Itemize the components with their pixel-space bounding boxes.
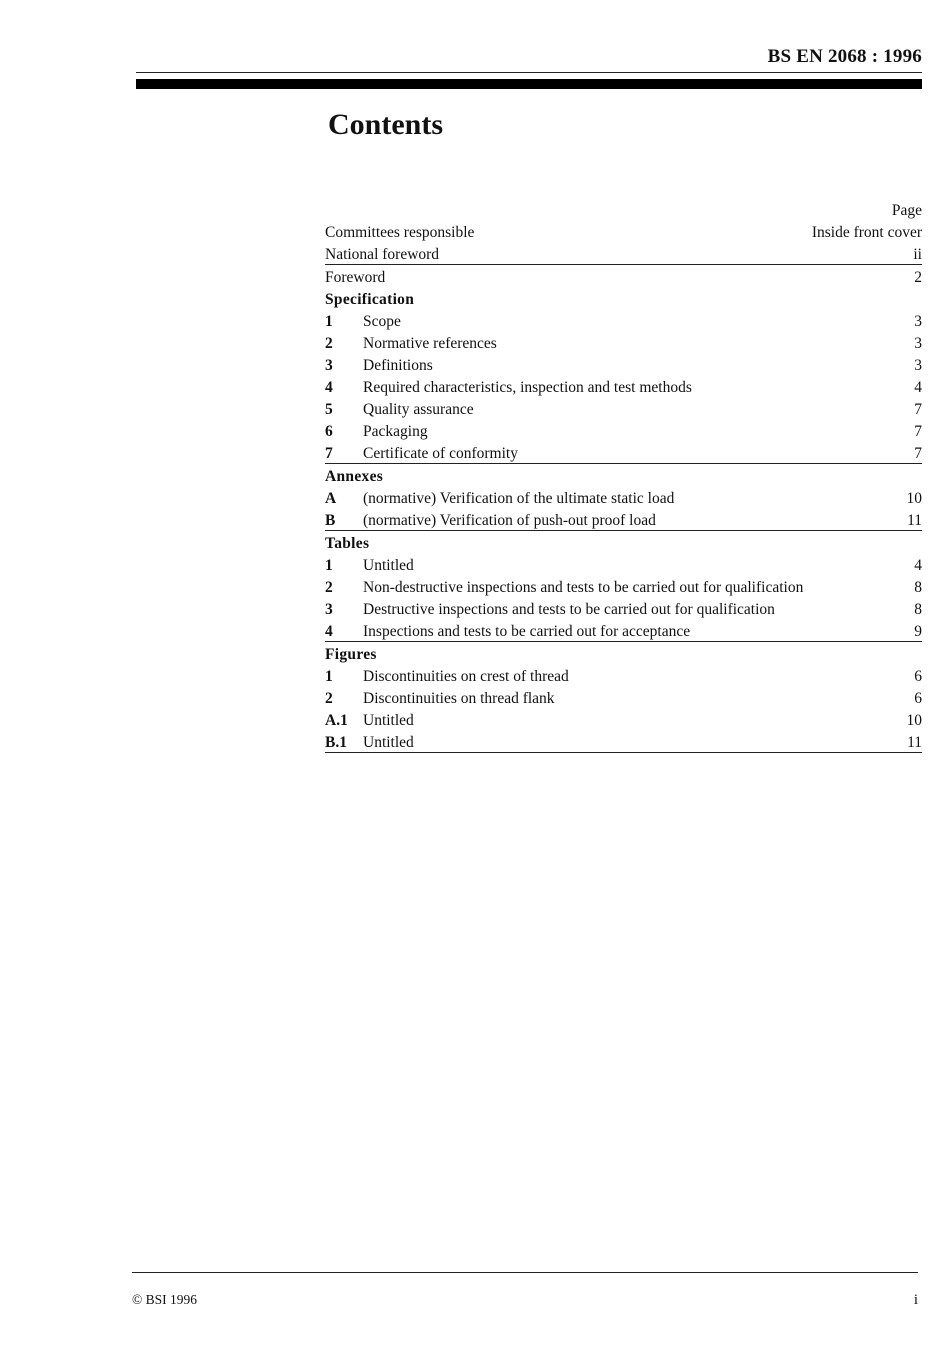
toc-entry[interactable] bbox=[325, 597, 922, 619]
toc-entry[interactable] bbox=[325, 309, 922, 331]
toc-entry-label: Scope bbox=[363, 313, 401, 330]
section-heading-label: Annexes bbox=[325, 468, 384, 485]
toc-entry-number: 1 bbox=[325, 557, 333, 574]
toc-entry-page: 6 bbox=[914, 668, 922, 685]
toc-entry-number: 2 bbox=[325, 335, 333, 352]
toc-entry-page: 10 bbox=[906, 490, 922, 507]
toc-entry[interactable] bbox=[325, 553, 922, 575]
toc-entry-page: 4 bbox=[914, 557, 922, 574]
toc-entry-page: 7 bbox=[914, 445, 922, 462]
toc-entry[interactable] bbox=[325, 419, 922, 441]
toc-entry-number: A bbox=[325, 490, 337, 507]
toc-entry-number: 1 bbox=[325, 668, 333, 685]
toc-entry-page: 3 bbox=[914, 357, 922, 374]
toc-entry-page: 4 bbox=[914, 379, 922, 396]
toc-entry-number: 3 bbox=[325, 357, 333, 374]
toc-entry-label: Untitled bbox=[363, 712, 414, 729]
toc-entry-label: Committees responsible bbox=[325, 224, 475, 241]
page-number: i bbox=[913, 1292, 918, 1308]
toc-entry[interactable] bbox=[325, 664, 922, 686]
toc-entry-number: 2 bbox=[325, 579, 333, 596]
page-title: Contents bbox=[328, 108, 444, 141]
toc-entry-number: 1 bbox=[325, 313, 333, 330]
toc-entry-label: Quality assurance bbox=[363, 401, 474, 418]
page-column-header bbox=[325, 198, 922, 220]
toc-entry-label: Foreword bbox=[325, 269, 386, 286]
toc-entry-label: Discontinuities on crest of thread bbox=[363, 668, 569, 685]
toc-entry-page: 6 bbox=[914, 690, 922, 707]
toc-entry-label: Certificate of conformity bbox=[363, 445, 518, 462]
toc-entry-number: 6 bbox=[325, 423, 333, 440]
toc-entry-label: Destructive inspections and tests to be carried out for qualification bbox=[363, 601, 775, 618]
footer-rule bbox=[132, 1272, 918, 1273]
toc-entry[interactable] bbox=[325, 708, 922, 730]
section-heading-label: Tables bbox=[325, 535, 370, 552]
toc-entry[interactable] bbox=[325, 619, 922, 642]
toc-entry-number: 4 bbox=[325, 623, 333, 640]
toc-entry-national-foreword[interactable] bbox=[325, 242, 922, 265]
toc-entry-page: 3 bbox=[914, 335, 922, 352]
section-heading-specification bbox=[325, 287, 922, 309]
toc-entry-page: 8 bbox=[914, 601, 922, 618]
toc-entry-label: Definitions bbox=[363, 357, 433, 374]
section-heading-annexes bbox=[325, 464, 922, 486]
toc-entry-page: 2 bbox=[914, 269, 922, 286]
section-heading-tables bbox=[325, 531, 922, 553]
header-rule-thick bbox=[136, 79, 922, 89]
toc-entry[interactable] bbox=[325, 375, 922, 397]
section-heading-figures bbox=[325, 642, 922, 664]
toc-entry-page: 8 bbox=[914, 579, 922, 596]
toc-entry[interactable] bbox=[325, 486, 922, 508]
toc-entry-number: 7 bbox=[325, 445, 333, 462]
toc-entry-label: National foreword bbox=[325, 246, 440, 263]
toc-entry[interactable] bbox=[325, 331, 922, 353]
standard-identifier: BS EN 2068 : 1996 bbox=[767, 46, 922, 67]
section-heading-label: Figures bbox=[325, 646, 377, 663]
header-rule-thin bbox=[136, 72, 922, 73]
toc-entry-number: B.1 bbox=[325, 734, 347, 751]
toc-entry-label: Packaging bbox=[363, 423, 428, 440]
toc-entry-label: Untitled bbox=[363, 734, 414, 751]
toc-entry[interactable] bbox=[325, 353, 922, 375]
toc-entry-page: 3 bbox=[914, 313, 922, 330]
toc-entry-page: 11 bbox=[907, 734, 922, 751]
toc-entry-number: B bbox=[325, 512, 336, 529]
toc-entry-label: Normative references bbox=[363, 335, 497, 352]
toc-entry-label: Non-destructive inspections and tests to be carried out for qualification bbox=[363, 579, 804, 596]
toc-entry-label: Inspections and tests to be carried out for acceptance bbox=[363, 623, 691, 640]
toc-entry-page: 9 bbox=[914, 623, 922, 640]
toc-entry-label: Untitled bbox=[363, 557, 414, 574]
toc-entry-committees[interactable] bbox=[325, 220, 922, 242]
toc-entry[interactable] bbox=[325, 575, 922, 597]
copyright-notice: © BSI 1996 bbox=[132, 1292, 198, 1307]
toc-entry-page: ii bbox=[913, 246, 922, 263]
toc-entry-number: 4 bbox=[325, 379, 333, 396]
toc-entry-page: 7 bbox=[914, 401, 922, 418]
toc-entry-page: 7 bbox=[914, 423, 922, 440]
toc-entry-number: 3 bbox=[325, 601, 333, 618]
toc-entry-number: A.1 bbox=[325, 712, 348, 729]
toc-entry-number: 2 bbox=[325, 690, 333, 707]
toc-entry-page: 11 bbox=[907, 512, 922, 529]
toc-entry-page: 10 bbox=[906, 712, 922, 729]
toc-entry-foreword[interactable] bbox=[325, 265, 922, 287]
toc-entry[interactable] bbox=[325, 441, 922, 464]
toc-entry-label: Required characteristics, inspection and test methods bbox=[363, 379, 692, 396]
toc-entry-label: Discontinuities on thread flank bbox=[363, 690, 555, 707]
table-of-contents bbox=[325, 198, 922, 753]
toc-entry-label: (normative) Verification of the ultimate static load bbox=[363, 490, 675, 507]
page-column-label: Page bbox=[891, 202, 922, 219]
toc-entry[interactable] bbox=[325, 730, 922, 753]
toc-entry-number: 5 bbox=[325, 401, 333, 418]
section-heading-label: Specification bbox=[325, 291, 415, 308]
toc-entry[interactable] bbox=[325, 397, 922, 419]
toc-entry[interactable] bbox=[325, 508, 922, 531]
toc-entry-label: (normative) Verification of push-out proof load bbox=[363, 512, 656, 529]
toc-entry[interactable] bbox=[325, 686, 922, 708]
toc-entry-page: Inside front cover bbox=[811, 224, 922, 241]
